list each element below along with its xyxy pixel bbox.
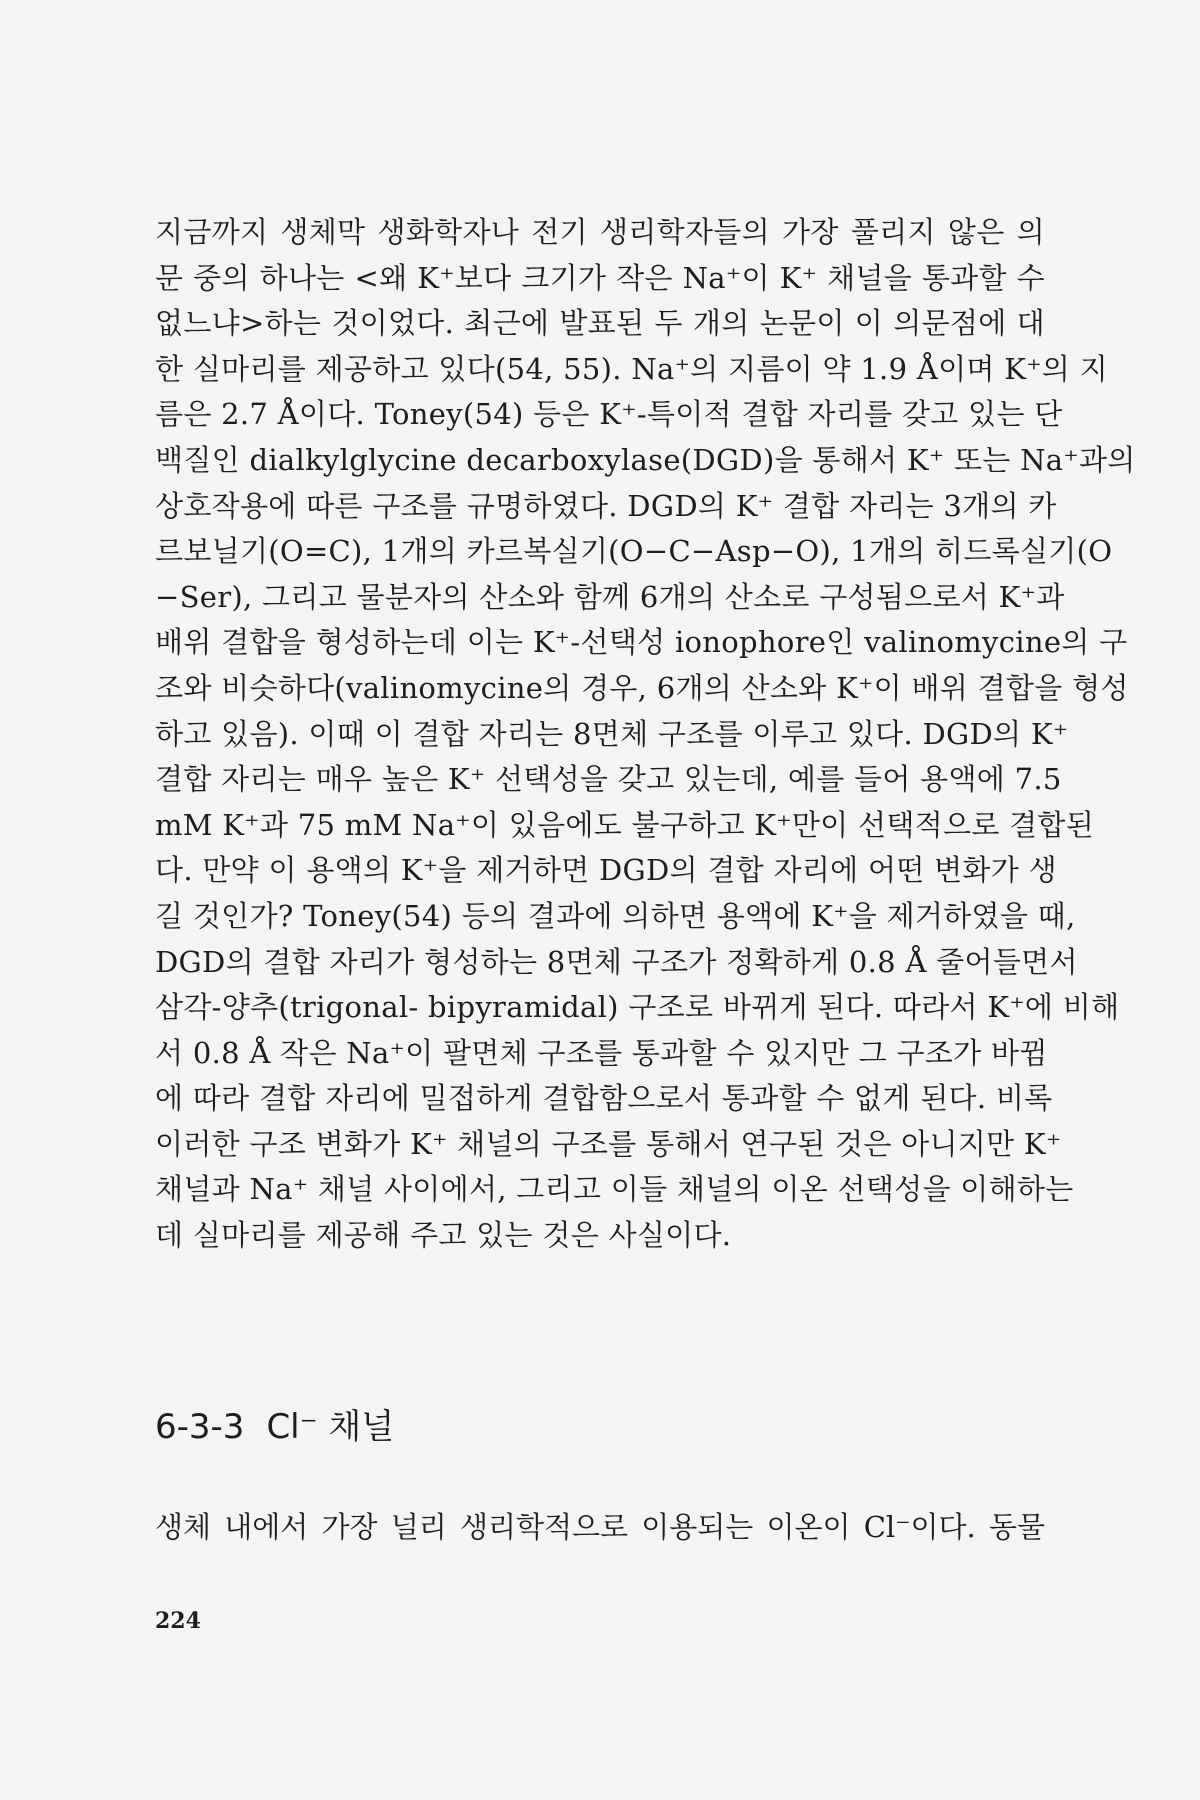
paragraph-line: 상호작용에 따른 구조를 규명하였다. DGD의 K⁺ 결합 자리는 3개의 카	[155, 488, 1057, 523]
paragraph-line: 결합 자리는 매우 높은 K⁺ 선택성을 갖고 있는데, 예를 들어 용액에 7.5	[155, 762, 1062, 797]
section-title: Cl⁻ 채널	[266, 1407, 395, 1447]
paragraph-line: 채널과 Na⁺ 채널 사이에서, 그리고 이들 채널의 이온 선택성을 이해하는	[155, 1172, 1074, 1207]
section-intro-line: 생체 내에서 가장 널리 생리학적으로 이용되는 이온이 Cl⁻이다. 동물	[155, 1510, 1045, 1544]
paragraph-line: 삼각-양추(trigonal- bipyramidal) 구조로 바뀌게 된다. 따라서 K⁺에 비해	[155, 990, 1120, 1025]
paragraph-line: 서 0.8 Å 작은 Na⁺이 팔면체 구조를 통과할 수 있지만 그 구조가 바뀜	[155, 1035, 1048, 1070]
paragraph-line: 길 것인가? Toney(54) 등의 결과에 의하면 용액에 K⁺을 제거하였을 때,	[155, 898, 1076, 933]
page-number: 224	[155, 1608, 201, 1634]
paragraph-line: 데 실마리를 제공해 주고 있는 것은 사실이다.	[155, 1218, 732, 1253]
paragraph-line: 이러한 구조 변화가 K⁺ 채널의 구조를 통해서 연구된 것은 아니지만 K⁺	[155, 1126, 1062, 1161]
section-heading	[155, 1405, 394, 1449]
paragraph-line: 름은 2.7 Å이다. Toney(54) 등은 K⁺-특이적 결합 자리를 갖고 있는 단	[155, 397, 1063, 432]
paragraph-line: mM K⁺과 75 mM Na⁺이 있음에도 불구하고 K⁺만이 선택적으로 결합된	[155, 807, 1095, 842]
paragraph-line: 백질인 dialkylglycine decarboxylase(DGD)을 통해서 K⁺ 또는 Na⁺과의	[155, 442, 1136, 477]
paragraph-line: 지금까지 생체막 생화학자나 전기 생리학자들의 가장 풀리지 않은 의	[155, 215, 1045, 249]
paragraph-line: DGD의 결합 자리가 형성하는 8면체 구조가 정확하게 0.8 Å 줄어들면서	[155, 944, 1078, 979]
paragraph-line: 문 중의 하나는 <왜 K⁺보다 크기가 작은 Na⁺이 K⁺ 채널을 통과할 수	[155, 260, 1045, 295]
paragraph-line: −Ser), 그리고 물분자의 산소와 함께 6개의 산소로 구성됨으로서 K⁺과	[155, 579, 1065, 614]
paragraph-line: 배위 결합을 형성하는데 이는 K⁺-선택성 ionophore인 valinomycine의 구	[155, 625, 1128, 660]
paragraph-line: 조와 비슷하다(valinomycine의 경우, 6개의 산소와 K⁺이 배위 결합을 형성	[155, 670, 1129, 705]
paragraph-line: 에 따라 결합 자리에 밀접하게 결합함으로서 통과할 수 없게 된다. 비록	[155, 1081, 1053, 1116]
paragraph-line: 하고 있음). 이때 이 결합 자리는 8면체 구조를 이루고 있다. DGD의 K⁺	[155, 716, 1069, 751]
body-paragraph	[155, 210, 1136, 1259]
paragraph-line: 다. 만약 이 용액의 K⁺을 제거하면 DGD의 결합 자리에 어떤 변화가 생	[155, 853, 1057, 888]
paragraph-line: 없느냐>하는 것이었다. 최근에 발표된 두 개의 논문이 이 의문점에 대	[155, 306, 1045, 341]
paragraph-line: 르보닐기(O=C), 1개의 카르복실기(O−C−Asp−O), 1개의 히드록실기(O	[155, 534, 1113, 569]
paragraph-line: 한 실마리를 제공하고 있다(54, 55). Na⁺의 지름이 약 1.9 Å이며 K⁺의 지	[155, 351, 1108, 386]
section-number: 6-3-3	[155, 1407, 245, 1447]
